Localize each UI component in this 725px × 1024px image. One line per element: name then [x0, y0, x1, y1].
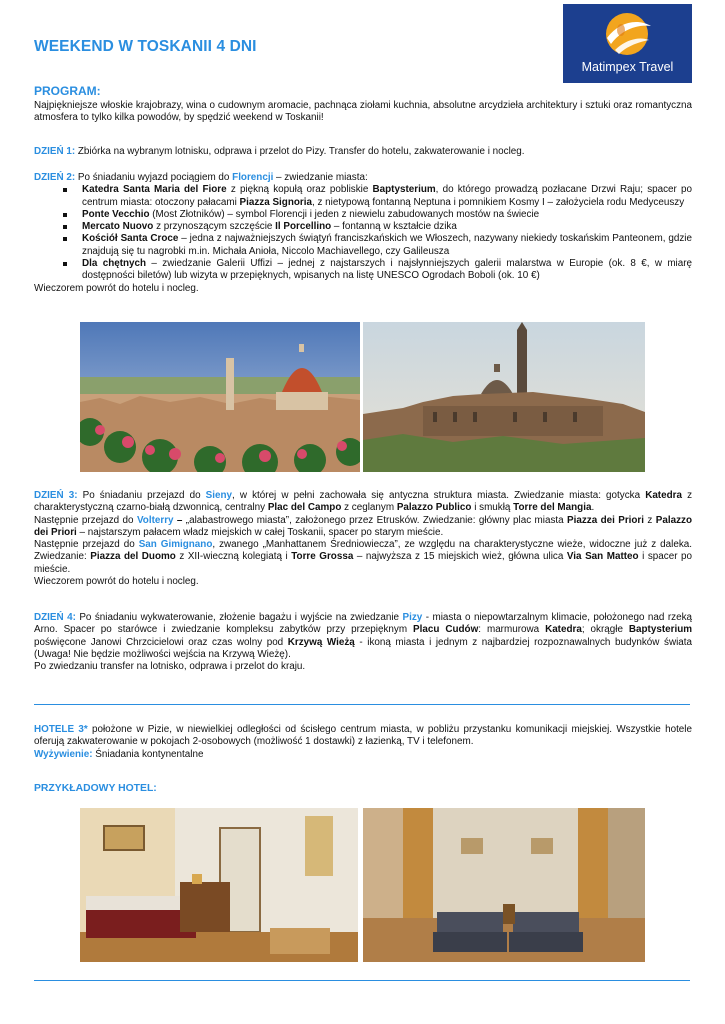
photo-hotel-room-1: [80, 808, 358, 962]
photo-florence: [80, 322, 360, 472]
day3-evening: Wieczorem powrót do hotelu i nocleg.: [34, 576, 199, 588]
photo-siena: [363, 322, 645, 472]
logo-text: Matimpex Travel: [581, 60, 674, 74]
day1-text: Zbiórka na wybranym lotnisku, odprawa i przelot do Pizy. Transfer do hotelu, zakwaterowanie i nocleg.: [75, 146, 525, 157]
city-florence: Florencji: [232, 172, 274, 183]
list-item: Mercato Nuovo z przynoszącym szczęście Il Porcellino – fontanną w kształcie dzika: [82, 221, 692, 233]
photo-hotel-room-2: [363, 808, 645, 962]
list-item: Dla chętnych – zwiedzanie Galerii Uffizi – jednej z najstarszych i najsłynniejszych galerii malarstwa w Europie (ok. 8 €, w miarę dostępności biletów) lub wizyta w przepięknych, wpisanych na listę UNESCO Ogrodach Boboli (ok. 10 €): [82, 258, 693, 282]
example-hotel-heading: PRZYKŁADOWY HOTEL:: [34, 783, 157, 794]
city-volterra: Volterry: [136, 514, 174, 526]
day4-label: DZIEŃ 4:: [34, 612, 76, 623]
meal-label: Wyżywienie:: [34, 748, 93, 760]
day1-label: DZIEŃ 1:: [34, 146, 76, 157]
city-pisa: Pizy: [402, 612, 423, 623]
city-san-gimignano: San Gimignano: [138, 539, 213, 551]
day2-evening: Wieczorem powrót do hotelu i nocleg.: [34, 282, 199, 294]
day2-section: DZIEŃ 2: Po śniadaniu wyjazd pociągiem do Florencji – zwiedzanie miasta: Katedra Santa Maria del Fiore z piękną kopułą oraz pobliskie Baptysterium, do którego prowadzą pozłacane Drzwi Raju; spacer po centrum miasta: otoczony pałacami Piazza Signoria, z nietypową fontanną Neptuna i pomnikiem Kosmy I – założyciela rodu Medyceuszy Ponte Vecchio (Most Złotników) – symbol Florencji i jeden z niewielu zabudowanych mostów na świecie Mercato Nuovo z przynoszącym szczęście Il Porcellino – fontanną w kształcie dzika Kościół Santa Croce – jedna z najważniejszych świątyń franciszkańskich we Włoszech, nazywany niekiedy toskańskim Panteonem, gdzie znajdują się tu nagrobki m.in. Michała Anioła, Niccolo Machiavellego, czy Galileusza Dla chętnych – zwiedzanie Galerii Uffizi – jednej z najstarszych i najsłynniejszych galerii malarstwa w Europie (ok. 8 €, w miarę dostępności biletów) lub wizyta w przepięknych, wpisanych na listę UNESCO Ogrodach Boboli (ok. 10 €) Wieczorem powrót do hotelu i nocleg.: [34, 172, 693, 294]
list-item: Ponte Vecchio (Most Złotników) – symbol Florencji i jeden z niewielu zabudowanych mostów na świecie: [82, 209, 692, 221]
page-title: WEEKEND W TOSKANII 4 DNI: [34, 38, 257, 55]
city-siena: Sieny: [205, 490, 233, 501]
divider: [34, 704, 690, 705]
day1-paragraph: [34, 146, 692, 158]
day4-section: DZIEŃ 4: Po śniadaniu wykwaterowanie, złożenie bagażu i wyjście na zwiedzanie Pizy - miasta o niepowtarzalnym klimacie, położonego nad rzeką Arno. Spacer po starówce i zwiedzanie kompleksu zabytków przy przepięknym Placu Cudów: marmurowa Katedra; okrągłe Baptysterium poświęcone Janowi Chrzcicielowi oraz czas wolny pod Krzywą Wieżą - ikoną miasta i jednym z najbardziej rozpoznawalnych budynków świata (Uwaga! Nie będzie możliwości wejścia na Krzywą Wieżę). Po zwiedzaniu transfer na lotnisko, odprawa i przelot do kraju.: [34, 612, 693, 673]
company-logo: [563, 4, 692, 83]
day2-list: [34, 184, 692, 282]
list-item: Katedra Santa Maria del Fiore z piękną kopułą oraz pobliskie Baptysterium, do którego prowadzą pozłacane Drzwi Raju; spacer po centrum miasta: otoczony pałacami Piazza Signoria, z nietypową fontanną Neptuna i pomnikiem Kosmy I – założyciela rodu Medyceuszy: [82, 184, 693, 208]
hotels-section: HOTELE 3* położone w Pizie, w niewielkiej odległości od ścisłego centrum miasta, w pobliżu przystanku komunikacji miejskiej. Wszystkie hotele oferują zakwaterowanie w pokojach 2-osobowych (możliwość 1 dostawki) z łazienką, TV i telefonem. Wyżywienie: Śniadania kontynentalne: [34, 724, 692, 760]
program-intro: Najpiękniejsze włoskie krajobrazy, wina o cudownym aromacie, pachnąca ziołami kuchnia, absolutne arcydzieła architektury i sztuki oraz romantyczna atmosfera to tylko kilka powodów, by spędzić weekend w Toskanii!: [34, 100, 692, 124]
day2-label: DZIEŃ 2:: [34, 172, 76, 183]
day4-last: Po zwiedzaniu transfer na lotnisko, odprawa i przelot do kraju.: [34, 661, 306, 673]
divider-bottom: [34, 980, 690, 981]
day3-label: DZIEŃ 3:: [34, 490, 78, 501]
list-item: Kościół Santa Croce – jedna z najważniejszych świątyń franciszkańskich we Włoszech, nazywany niekiedy toskańskim Panteonem, gdzie znajdują się tu nagrobki m.in. Michała Anioła, Niccolo Machiavellego, czy Galileusza: [82, 233, 692, 257]
globe-swoosh-icon: [563, 4, 692, 64]
program-heading: PROGRAM:: [34, 84, 101, 98]
hotels-label: HOTELE 3*: [34, 724, 88, 735]
day3-section: DZIEŃ 3: Po śniadaniu przejazd do Sieny, w której w pełni zachowała się antyczna struktura miasta. Zwiedzanie miasta: gotycka Katedra z charakterystyczną czarno-białą dzwonnicą, centralny Plac del Campo z ceglanym Palazzo Publico i smukłą Torre del Mangia. Następnie przejazd do Volterry – „alabastrowego miasta”, założonego przez Etrusków. Zwiedzanie: główny plac miasta Piazza dei Priori z Palazzo dei Priori – najstarszym pałacem władz miejskich w całej Toskanii, spacer po starym mieście. Następnie przejazd do San Gimignano, zwanego „Manhattanem Średniowiecza”, ze względu na charakterystyczne wieże, widoczne już z daleka. Zwiedzanie: Piazza del Duomo z XII-wieczną kolegiatą i Torre Grossa – najwyższa z 15 miejskich wież, główna ulica Via San Matteo i spacer po mieście. Wieczorem powrót do hotelu i nocleg.: [34, 490, 693, 588]
